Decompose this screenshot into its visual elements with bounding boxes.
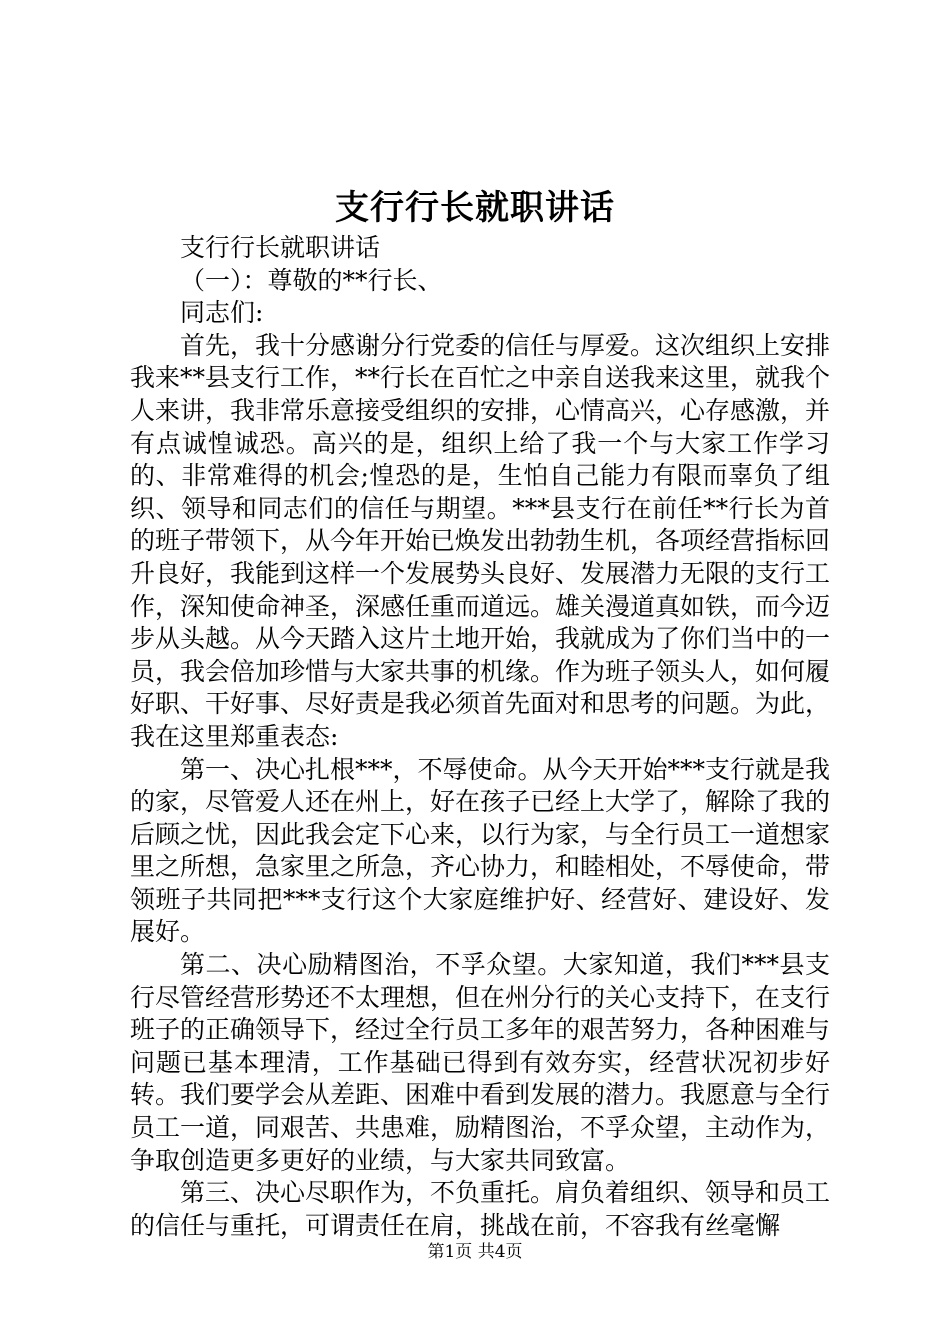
paragraph-point-3: 第三、决心尽职作为，不负重托。肩负着组织、领导和员工的信任与重托，可谓责任在肩，挑战在前，不容我有丝毫懈 [130, 1178, 831, 1240]
paragraph-salutation-1: （一）：尊敬的**行长、 [180, 265, 443, 295]
paragraph-intro: 首先，我十分感谢分行党委的信任与厚爱。这次组织上安排我来**县支行工作，**行长在百忙之中亲自送我来这里，就我个人来讲，我非常乐意接受组织的安排，心情高兴，心存感激，并有点诚惶诚恐。高兴的是，组织上给了我一个与大家工作学习的、非常难得的机会;惶恐的是，生怕自己能力有限而辜负了组织、领导和同志们的信任与期望。***县支行在前任**行长为首的班子带领下，从今年开始已焕发出勃勃生机，各项经营指标回升良好，我能到这样一个发展势头良好、发展潜力无限的支行工作，深知使命神圣，深感任重而道远。雄关漫道真如铁，而今迈步从头越。从今天踏入这片土地开始，我就成为了你们当中的一员，我会倍加珍惜与大家共事的机缘。作为班子领头人，如何履好职、干好事、尽好责是我必须首先面对和思考的问题。为此，我在这里郑重表态: [130, 330, 831, 751]
paragraph-salutation-2: 同志们: [180, 298, 264, 328]
document-title: 支行行长就职讲话 [335, 188, 615, 228]
document-body [130, 232, 830, 1242]
page-footer: 第1页 共4页 [427, 1242, 523, 1262]
paragraph-point-1: 第一、决心扎根***，不辱使命。从今天开始***支行就是我的家，尽管爱人还在州上，好在孩子已经上大学了，解除了我的后顾之忧，因此我会定下心来，以行为家，与全行员工一道想家里之所想，急家里之所急，齐心协力，和睦相处，不辱使命，带领班子共同把***支行这个大家庭维护好、经营好、建设好、发展好。 [130, 754, 831, 947]
paragraph-subtitle: 支行行长就职讲话 [180, 233, 381, 262]
paragraph-point-2: 第二、决心励精图治，不孚众望。大家知道，我们***县支行尽管经营形势还不太理想，但在州分行的关心支持下，在支行班子的正确领导下，经过全行员工多年的艰苦努力，各种困难与问题已基本理清，工作基础已得到有效夯实，经营状况初步好转。我们要学会从差距、困难中看到发展的潜力。我愿意与全行员工一道，同艰苦、共患难，励精图治，不孚众望，主动作为，争取创造更多更好的业绩，与大家共同致富。 [130, 950, 831, 1175]
